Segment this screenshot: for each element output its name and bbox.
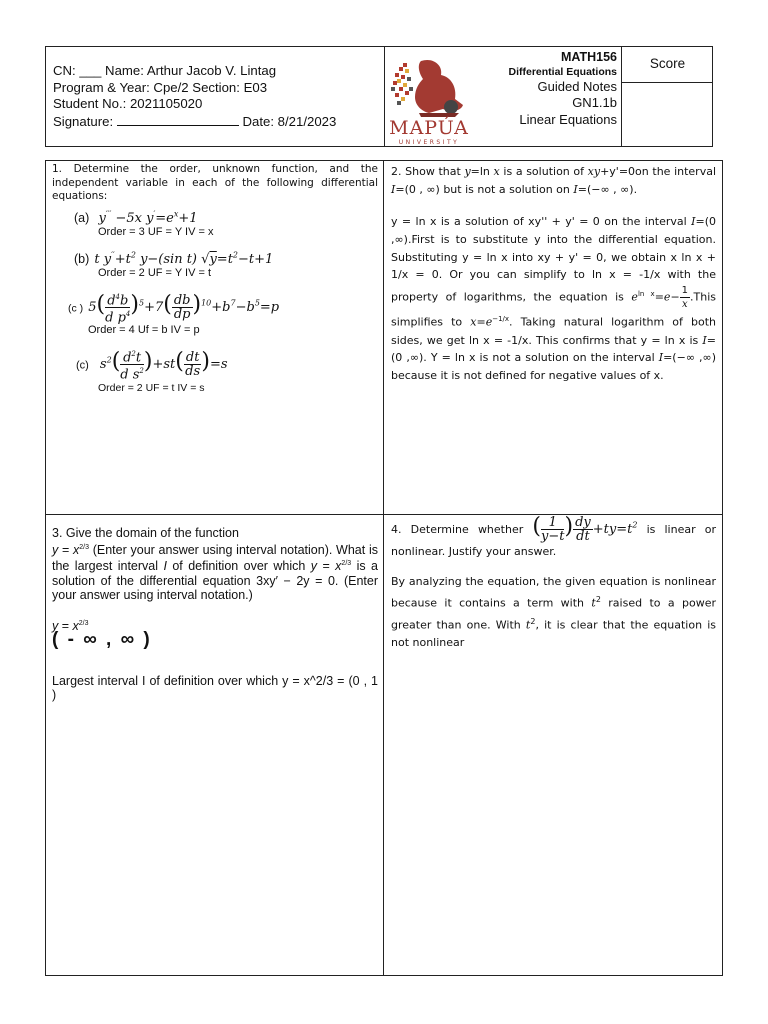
logo-wordmark: MAPÚA xyxy=(389,117,469,139)
question-4 xyxy=(391,514,716,652)
header-table xyxy=(45,46,713,147)
q1-part-d: (c) $s^2$( $\frac{d^2t}{d s^2}$ )+st( $\frac{dt}{ds}$ )=s Order = 2 UF = t IV = s xyxy=(76,348,378,394)
grid-bottom xyxy=(45,975,723,976)
question-1 xyxy=(52,163,378,394)
signature-blank xyxy=(117,113,239,126)
q1-part-a: (a) y′′′ −5x $y'=e^x+1$ Order = 3 UF = Y IV = x xyxy=(74,207,378,238)
document-code: GN1.1b xyxy=(572,95,617,110)
q2-prompt: 2. Show that y=ln x is a solution of xy+y'=0on the interval I=(0 , ∞) but is not a solution on I=(−∞ , ∞). xyxy=(391,165,717,196)
student-info xyxy=(46,47,385,146)
q1-a-equation: y′′′ −5x $y'=e^x+1$ xyxy=(94,209,198,226)
q3-domain-answer: ( - ∞ , ∞ ) xyxy=(52,629,152,651)
signature-label: Signature: xyxy=(53,113,114,129)
topic: Linear Equations xyxy=(519,111,617,127)
q1-a-answer: Order = 3 UF = Y IV = x xyxy=(98,225,214,238)
q1-prompt: 1. Determine the order, unknown function, and the independent variable in each of the following differential equations: xyxy=(52,163,378,202)
question-3 xyxy=(52,526,378,703)
course-code: MATH156 xyxy=(560,50,617,64)
q4-prompt: 4. Determine whether ( $\frac{1}{y-t}$ ) $\frac{dy}{dt}$ $+ty=t^2$ is linear or nonlinear. Justify your answer. xyxy=(391,514,717,558)
grid-top xyxy=(45,160,723,161)
q1-b-equation: t $y''+t^2$ y−(sin t) $√y=t^2-t+1$ xyxy=(94,250,274,267)
logo-subtitle: UNIVERSITY xyxy=(398,139,460,146)
q1-part-c: (c ) 5( $\frac{d^4b}{d p^4}$ )$^5$+7( $\frac{db}{dp}$ )$^{10}+b^7-b^5=p$ Order = 4 Uf = b IV = p xyxy=(68,291,378,337)
q1-part-b: (b) t $y''+t^2$ y−(sin t) $√y=t^2-t+1$ Order = 2 UF = Y IV = t xyxy=(74,248,378,279)
grid-middle xyxy=(383,160,384,975)
program-line: Program & Year: Cpe/2 Section: E03 xyxy=(53,79,268,95)
question-2 xyxy=(391,163,716,385)
grid-left xyxy=(45,160,46,975)
name-line: CN: ___ Name: Arthur Jacob V. Lintag xyxy=(53,63,277,78)
signature-line xyxy=(53,113,384,131)
course-info xyxy=(473,47,622,146)
course-name: Differential Equations xyxy=(508,65,617,78)
mapua-logo-icon xyxy=(385,47,473,146)
q1-d-answer: Order = 2 UF = t IV = s xyxy=(98,381,205,394)
document-type: Guided Notes xyxy=(537,78,617,94)
q2-answer: y = ln x is a solution of xy'' + y' = 0 on the interval I=(0 ,∞).First is to substitute y into the differential equation. Substituting y = ln x into xy + y' = 0, we obtain x ln x + 1/x = 0. Or you can simplify to ln x = -1/x with the property of logarithms, the equation is $e^{ln x}=e-$ $\frac{1}{x}$ .This simplifies to $x=e^{-1/x}$. Taking natural logarithm of both sides, we get ln x = -1/x. This confirms that y = ln x is I=(0 ,∞). Y = ln x is not a solution on the interval I=(−∞ ,∞) because it is not defined for negative values of x. xyxy=(391,215,717,383)
q1-d-equation: $s^2$( $\frac{d^2t}{d s^2}$ )+st( $\frac{dt}{ds}$ )=s xyxy=(99,349,228,383)
q1-c-answer: Order = 4 Uf = b IV = p xyxy=(88,324,200,337)
score-box xyxy=(622,47,713,146)
grid-right xyxy=(722,160,723,975)
q4-answer: By analyzing the equation, the given equation is nonlinear because it contains a term with $t^2$ raised to a power greater than one. With $t^2$, it is clear that the equation is not nonlinear xyxy=(391,575,716,650)
score-label: Score xyxy=(622,47,713,83)
q1-b-answer: Order = 2 UF = Y IV = t xyxy=(98,266,212,279)
q3-function: $y = x^{2/3}$ xyxy=(52,618,89,633)
q3-prompt: 3. Give the domain of the function $y = x^{2/3}$ (Enter your answer using interval notation). What is the largest interval I of definition over which $y = x^{2/3}$ is a solution of the differential equation 3xy′ − 2y = 0. (Enter your answer using interval notation.) xyxy=(52,526,378,603)
mapua-logo xyxy=(385,47,473,146)
student-number: Student No.: 2021105020 xyxy=(53,96,203,112)
q3-interval-answer: Largest interval I of definition over which y = x^2/3 = (0 , 1 ) xyxy=(52,673,378,703)
date: Date: 8/21/2023 xyxy=(242,113,337,129)
q1-c-equation: 5( $\frac{d^4b}{d p^4}$ )$^5$+7( $\frac{db}{dp}$ )$^{10}+b^7-b^5=p$ xyxy=(88,291,280,326)
